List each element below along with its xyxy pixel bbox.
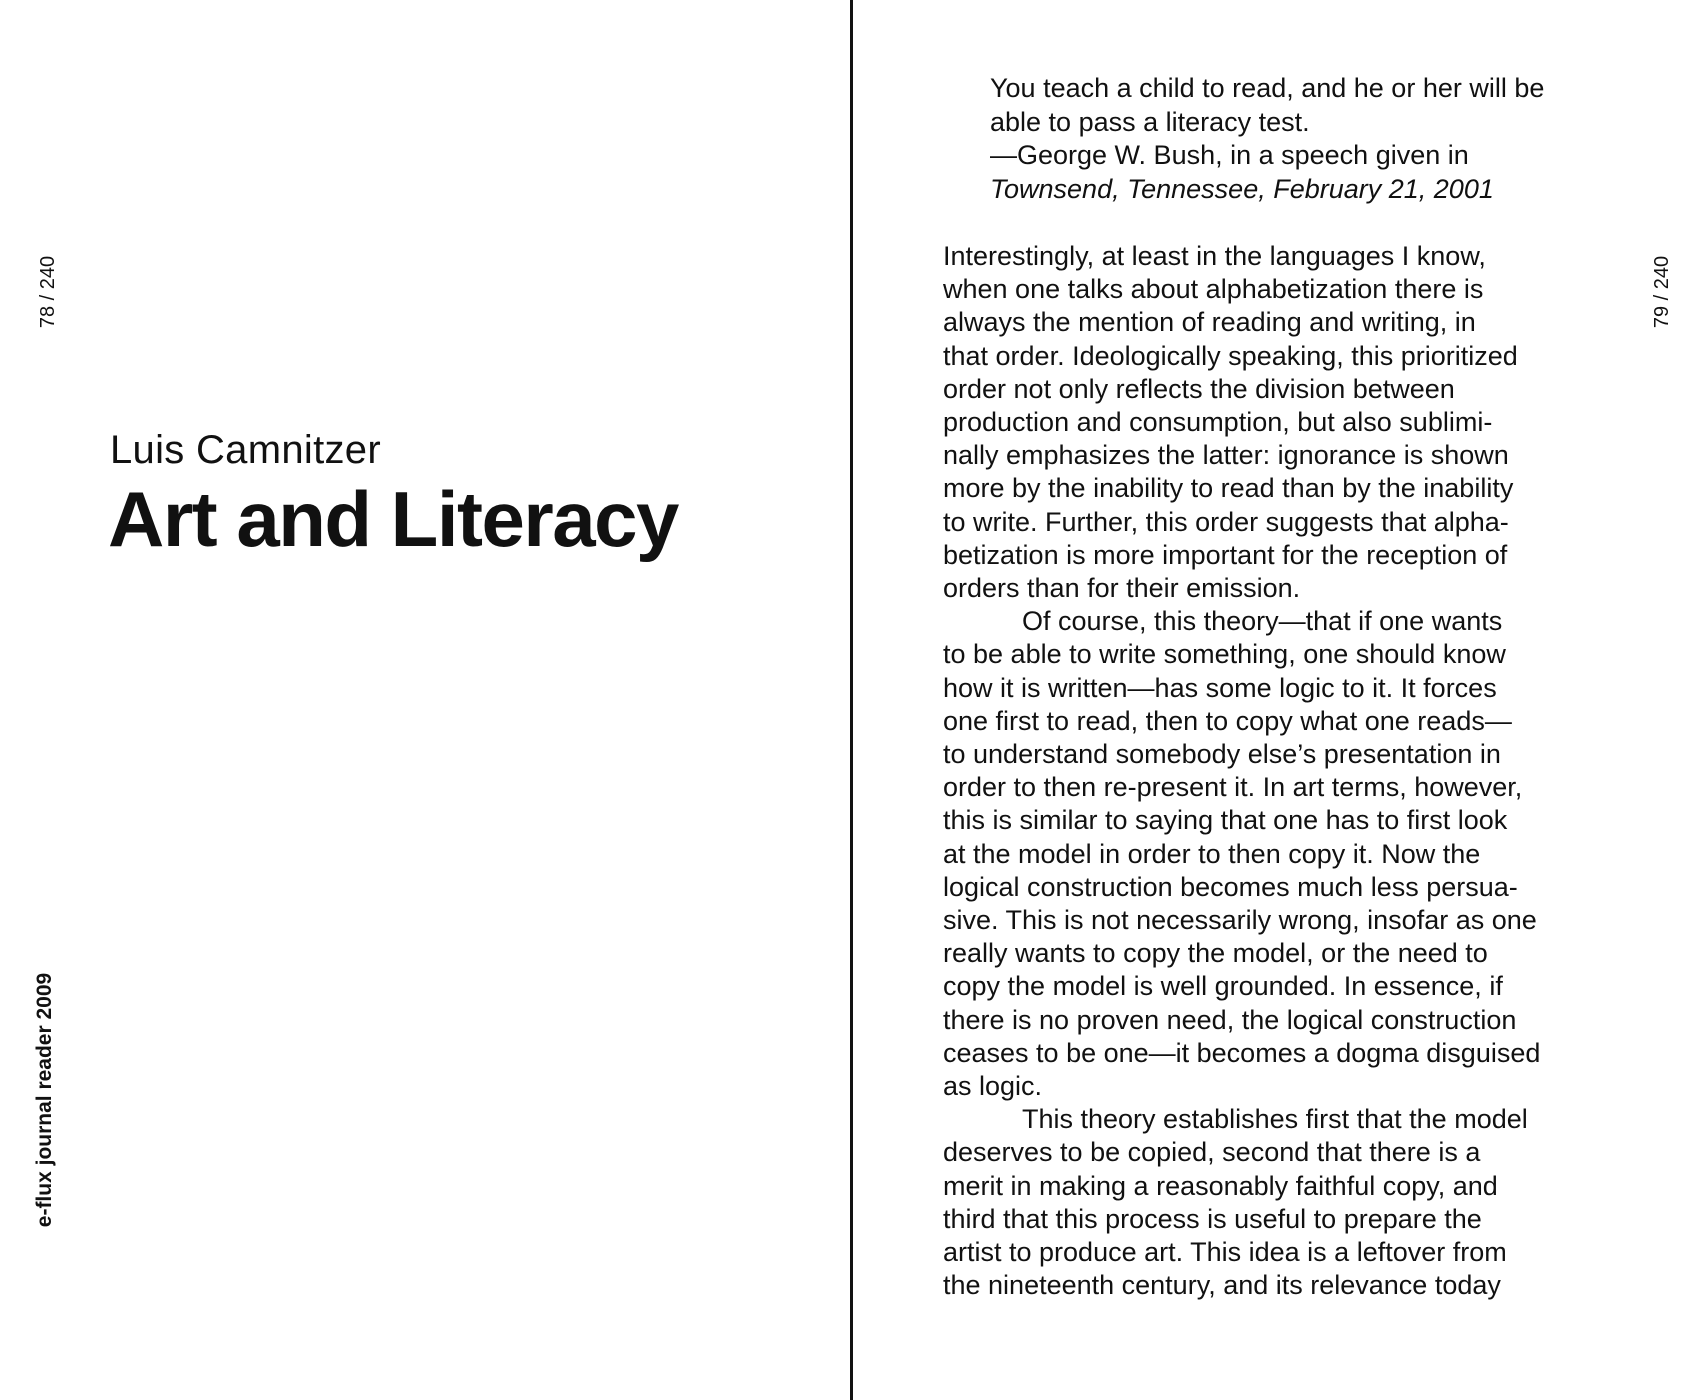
article-title: Art and Literacy [108, 475, 678, 563]
body-line: betization is more important for the reception of [943, 539, 1508, 570]
epigraph-attribution-source: Townsend, Tennessee, February 21, 2001 [990, 173, 1494, 204]
body-line: at the model in order to then copy it. Now the [943, 838, 1481, 869]
body-line: Interestingly, at least in the languages I know, [943, 241, 1486, 271]
epigraph-line: able to pass a literacy test. [990, 106, 1310, 137]
body-line: ceases to be one—it becomes a dogma disguised [943, 1037, 1541, 1068]
body-line: there is no proven need, the logical construction [943, 1004, 1517, 1035]
body-paragraph-start: Of course, this theory—that if one wants [1022, 606, 1503, 637]
body-line: order not only reflects the division between [943, 373, 1455, 404]
body-line: order to then re-present it. In art terms, however, [943, 772, 1523, 803]
body-line: as logic. [943, 1071, 1043, 1102]
page-number-right: 79 / 240 [1651, 255, 1673, 329]
body-line: production and consumption, but also sublimi- [943, 407, 1493, 438]
body-line: the nineteenth century, and its relevance today [943, 1270, 1501, 1301]
body-paragraph-start: This theory establishes first that the model [1022, 1104, 1528, 1135]
body-line: copy the model is well grounded. In essence, if [943, 971, 1503, 1002]
body-line: really wants to copy the model, or the need to [943, 938, 1488, 969]
body-line: nally emphasizes the latter: ignorance is shown [943, 440, 1509, 471]
body-line: one first to read, then to copy what one reads— [943, 705, 1512, 736]
author-name: Luis Camnitzer [110, 428, 381, 472]
body-line: this is similar to saying that one has to first look [943, 805, 1508, 836]
journal-label: e-flux journal reader 2009 [33, 972, 56, 1228]
body-line: how it is written—has some logic to it. It forces [943, 672, 1497, 703]
epigraph-line: You teach a child to read, and he or her will be [990, 73, 1545, 103]
body-line: third that this process is useful to prepare the [943, 1203, 1482, 1234]
body-line: always the mention of reading and writing, in [943, 307, 1476, 338]
page-number-left: 78 / 240 [37, 255, 59, 329]
body-line: sive. This is not necessarily wrong, insofar as one [943, 905, 1537, 936]
body-line: merit in making a reasonably faithful copy, and [943, 1170, 1498, 1201]
spread-gutter-line [850, 0, 853, 1400]
body-line: to be able to write something, one should know [943, 639, 1506, 670]
body-line: logical construction becomes much less persua- [943, 871, 1518, 902]
body-line: orders than for their emission. [943, 573, 1301, 604]
body-line: more by the inability to read than by the inability [943, 473, 1514, 504]
body-line: artist to produce art. This idea is a leftover from [943, 1237, 1507, 1268]
body-line: when one talks about alphabetization there is [943, 274, 1484, 305]
body-line: to understand somebody else’s presentation in [943, 739, 1501, 770]
body-line: deserves to be copied, second that there is a [943, 1137, 1481, 1168]
article-body [943, 240, 1633, 1303]
epigraph [990, 72, 1610, 206]
body-line: that order. Ideologically speaking, this prioritized [943, 340, 1518, 371]
epigraph-attribution: —George W. Bush, in a speech given in [990, 140, 1469, 170]
body-line: to write. Further, this order suggests that alpha- [943, 506, 1509, 537]
